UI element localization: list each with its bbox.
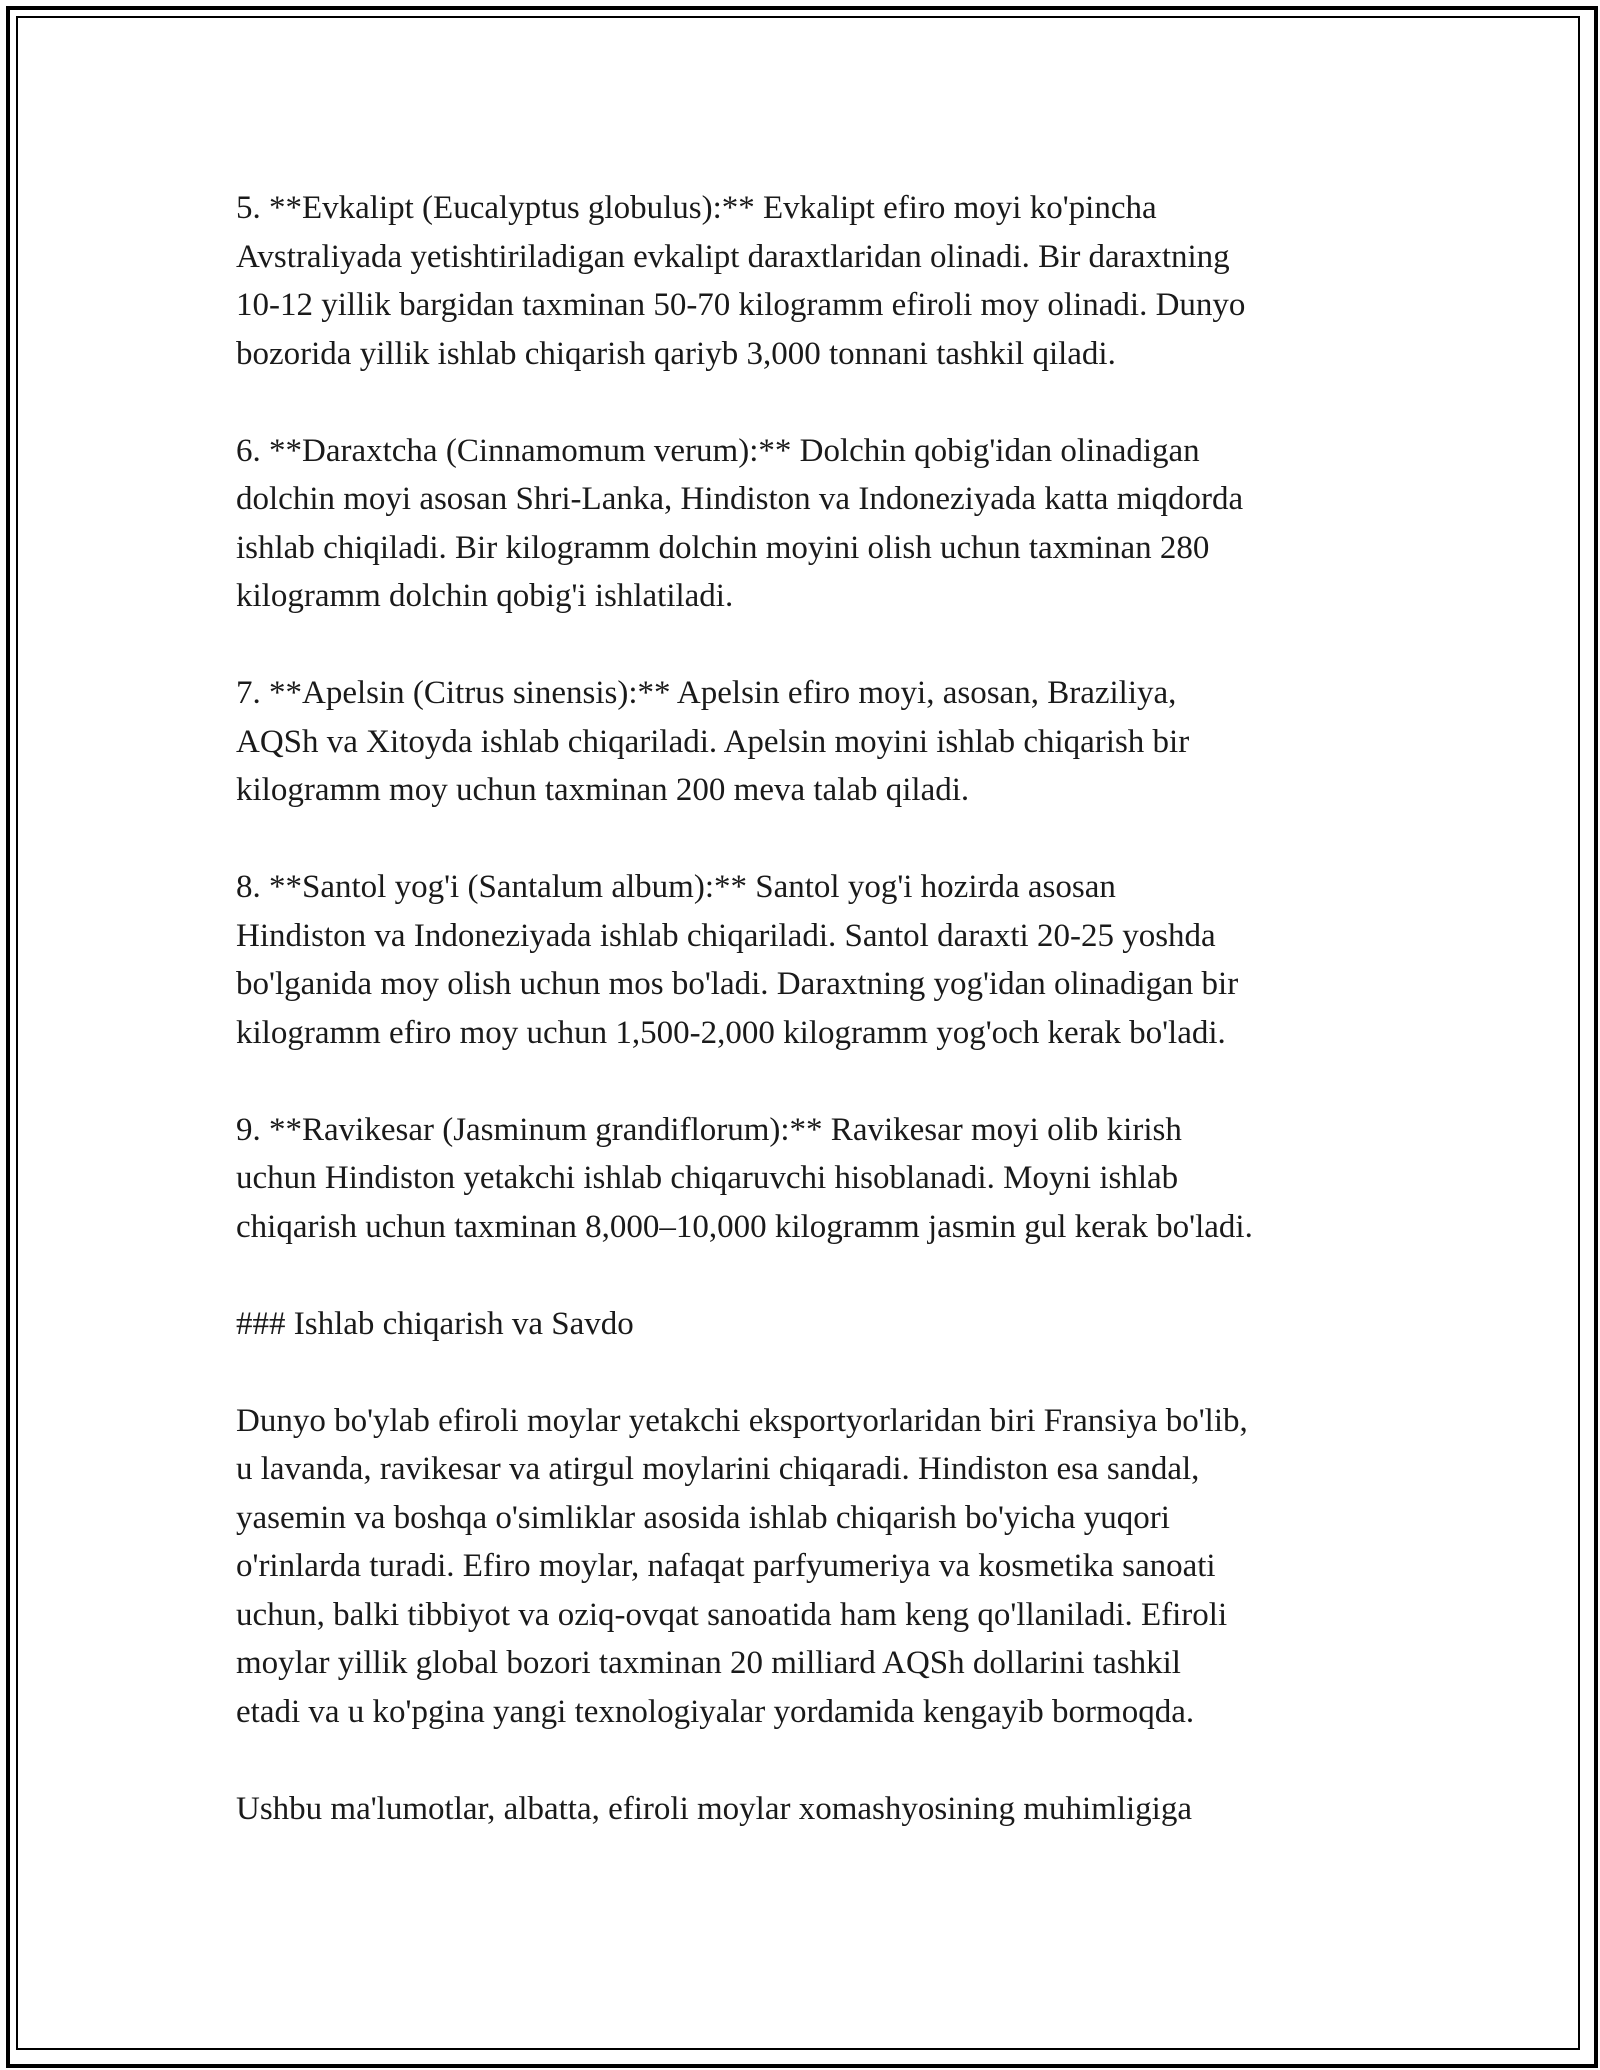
paragraph-cinnamon: 6. **Daraxtcha (Cinnamomum verum):** Dolchin qobig'idan olinadigan dolchin moyi asosan Shri-Lanka, Hindiston va Indoneziyada katta miqdorda ishlab chiqiladi. Bir kilogramm dolchin moyini olish uchun taxminan 280 kilogramm dolchin qobig'i ishlatiladi. [236,432,1244,614]
document-body [236,184,1416,1882]
paragraph-production-trade: Dunyo bo'ylab efiroli moylar yetakchi eksportyorlaridan biri Fransiya bo'lib, u lavanda, ravikesar va atirgul moylarini chiqaradi. Hindiston esa sandal, yasemin va boshqa o'simliklar asosida ishlab chiqarish bo'yicha yuqori o'rinlarda turadi. Efiro moylar, nafaqat parfyumeriya va kosmetika sanoati uchun, balki tibbiyot va oziq-ovqat sanoatida ham keng qo'llaniladi. Efiroli moylar yillik global bozori taxminan 20 milliard AQSh dollarini tashkil etadi va u ko'pgina yangi texnologiyalar yordamida kengayib bormoqda. [236,1402,1248,1730]
paragraph-eucalyptus: 5. **Evkalipt (Eucalyptus globulus):** Evkalipt efiro moyi ko'pincha Avstraliyada yetishtiriladigan evkalipt daraxtlaridan olinadi. Bir daraxtning 10-12 yillik bargidan taxminan 50-70 kilogramm efiroli moy olinadi. Dunyo bozorida yillik ishlab chiqarish qariyb 3,000 tonnani tashkil qiladi. [236,190,1246,372]
paragraph-jasmine: 9. **Ravikesar (Jasminum grandiflorum):** Ravikesar moyi olib kirish uchun Hindiston yetakchi ishlab chiqaruvchi hisoblanadi. Moyni ishlab chiqarish uchun taxminan 8,000–10,000 kilogramm jasmin gul kerak bo'ladi. [236,1111,1253,1245]
paragraph-sandalwood: 8. **Santol yog'i (Santalum album):** Santol yog'i hozirda asosan Hindiston va Indoneziyada ishlab chiqariladi. Santol daraxti 20-25 yoshda bo'lganida moy olish uchun mos bo'ladi. Daraxtning yog'idan olinadigan bir kilogramm efiro moy uchun 1,500-2,000 kilogramm yog'och kerak bo'ladi. [236,869,1239,1051]
section-heading-production-trade: ### Ishlab chiqarish va Savdo [236,1305,634,1342]
paragraph-conclusion: Ushbu ma'lumotlar, albatta, efiroli moylar xomashyosining muhimligiga [236,1790,1192,1827]
paragraph-orange: 7. **Apelsin (Citrus sinensis):** Apelsin efiro moyi, asosan, Braziliya, AQSh va Xitoyda ishlab chiqariladi. Apelsin moyini ishlab chiqarish bir kilogramm moy uchun taxminan 200 meva talab qiladi. [236,675,1190,808]
